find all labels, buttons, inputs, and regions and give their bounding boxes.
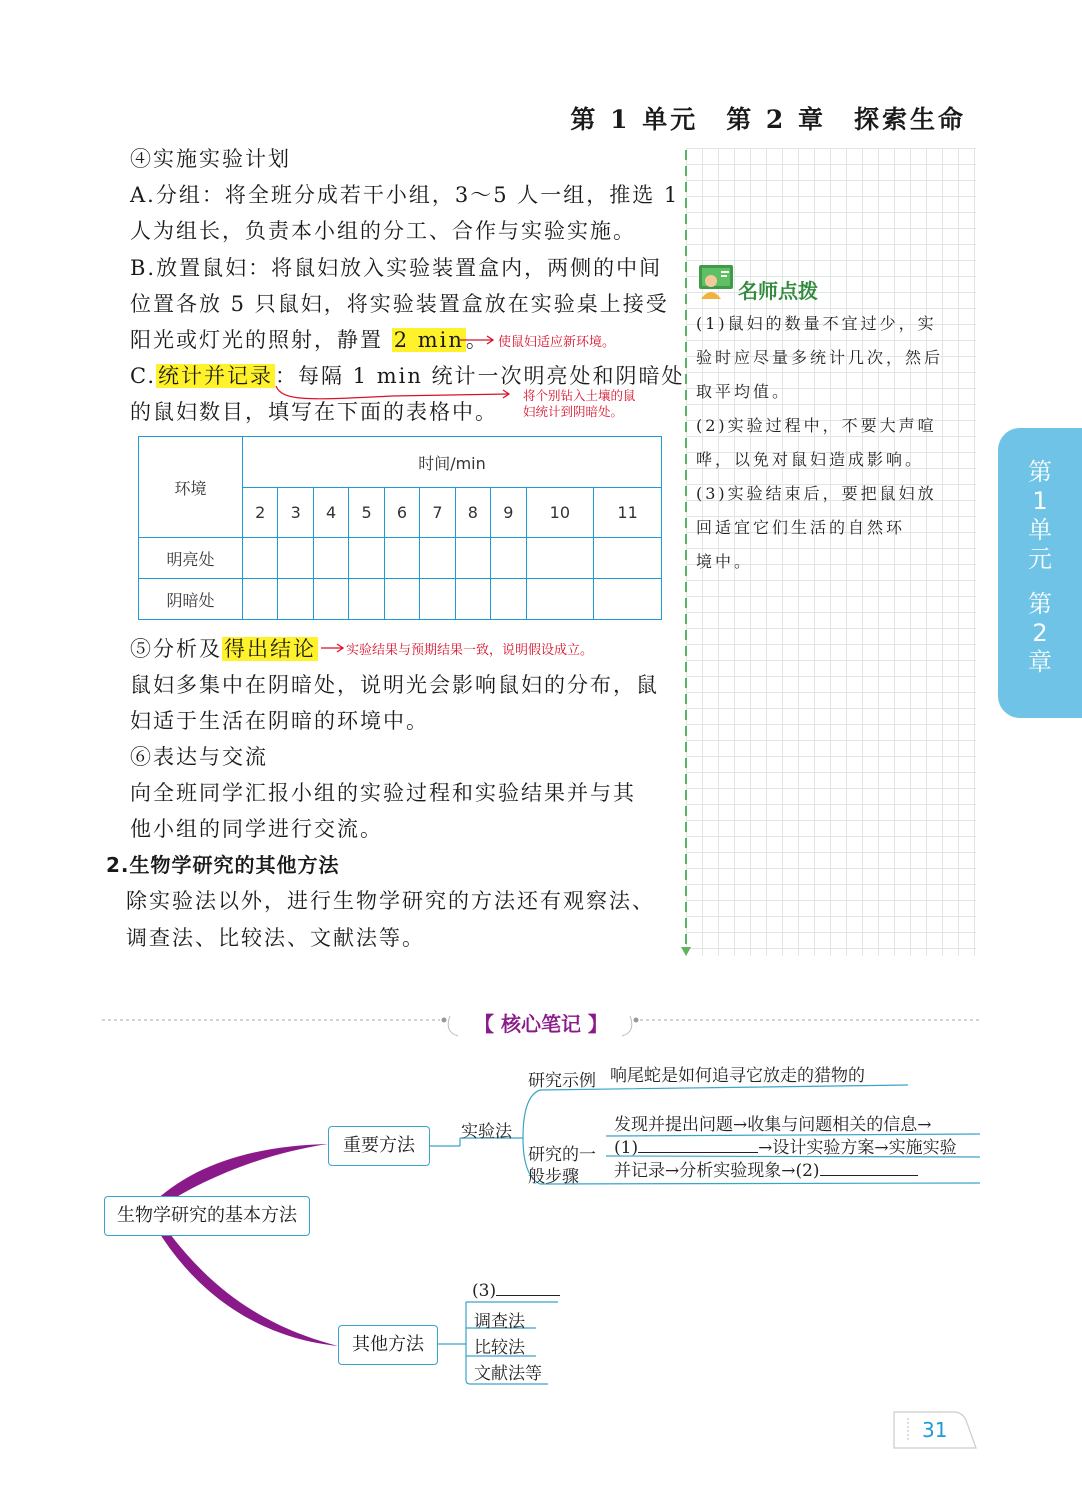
table-cell	[313, 579, 348, 620]
table-cell	[278, 538, 313, 579]
table-minute-cell: 7	[420, 488, 455, 538]
tip-line: 验时应尽量多统计几次，然后	[696, 348, 944, 367]
table-header-env: 环境	[139, 437, 243, 538]
table-minute-cell: 11	[594, 488, 662, 538]
highlight-conclusion: 得出结论	[224, 637, 316, 661]
table-cell	[420, 579, 455, 620]
table-cell	[278, 579, 313, 620]
table-cell	[384, 538, 419, 579]
answer-blank-3[interactable]	[496, 1281, 560, 1296]
tip-line: 回适宜它们生活的自然环	[696, 518, 906, 537]
blank-label: (3)	[472, 1281, 497, 1301]
mindmap-other-item: 文献法等	[474, 1364, 542, 1384]
annotation-note-2	[523, 388, 636, 420]
step-b-line3-text: 阳光或灯光的照射，静置	[130, 328, 392, 352]
side-tab-char: 元	[1028, 545, 1052, 573]
page-number: 31	[922, 1418, 948, 1442]
mindmap-other-methods: 其他方法	[338, 1325, 438, 1365]
mindmap-root: 生物学研究的基本方法	[104, 1196, 310, 1236]
side-tab-char: 第	[1028, 458, 1052, 486]
side-tab-gap	[998, 574, 1082, 590]
table-minute-cell: 6	[384, 488, 419, 538]
mindmap-example-label: 研究示例	[528, 1071, 596, 1091]
step6-line2: 他小组的同学进行交流。	[130, 817, 383, 841]
tip-line: (1)鼠妇的数量不宜过少，实	[696, 314, 937, 333]
experiment-table	[138, 436, 662, 620]
annotation-note-3: 实验结果与预期结果一致，说明假设成立。	[346, 643, 594, 658]
highlight-2min: 2 min	[393, 328, 464, 352]
teacher-icon	[697, 263, 737, 301]
section2-line2: 调查法、比较法、文献法等。	[126, 926, 425, 950]
table-cell	[491, 538, 526, 579]
step5-text: ⑤分析及	[130, 637, 222, 661]
side-tab-char: 2	[1032, 619, 1048, 647]
tip-line: (3)实验结束后，要把鼠妇放	[696, 484, 937, 503]
step5-line	[130, 634, 318, 664]
mindmap-important-methods: 重要方法	[328, 1126, 430, 1166]
side-tab-char: 章	[1028, 648, 1052, 676]
side-tab-char: 单	[1028, 516, 1052, 544]
table-cell	[594, 538, 662, 579]
table-cell	[243, 579, 278, 620]
step-a-line2: 人为组长，负责本小组的分工、合作与实验实施。	[130, 219, 636, 243]
step4-title: ④实施实验计划	[130, 147, 291, 171]
table-row-label: 明亮处	[139, 538, 243, 579]
tip-line: (2)实验过程中，不要大声喧	[696, 416, 937, 435]
answer-blank-1[interactable]	[638, 1138, 758, 1153]
annotation-note-2-line2: 妇统计到阴暗处。	[523, 404, 624, 419]
table-cell	[243, 538, 278, 579]
page-header: 第 1 单元 第 2 章 探索生命	[570, 105, 966, 134]
table-cell	[491, 579, 526, 620]
step6-title: ⑥表达与交流	[130, 745, 268, 769]
mindmap-steps-line1: 发现并提出问题→收集与问题相关的信息→	[614, 1115, 932, 1135]
section2-line1: 除实验法以外，进行生物学研究的方法还有观察法、	[126, 889, 655, 913]
blank-label: (1)	[614, 1138, 639, 1158]
mindmap-steps-label: 般步骤	[528, 1167, 579, 1187]
table-cell	[349, 579, 384, 620]
step-b-line2: 位置各放 5 只鼠妇，将实验装置盒放在实验桌上接受	[130, 292, 669, 316]
step-b-line3-end: 。	[465, 328, 489, 352]
table-cell	[420, 538, 455, 579]
table-minute-cell: 10	[526, 488, 594, 538]
table-cell	[594, 579, 662, 620]
mindmap-steps-line3	[614, 1156, 918, 1181]
mindmap-experiment: 实验法	[461, 1122, 512, 1142]
table-header-time: 时间/min	[243, 437, 662, 488]
step-a-line1: A.分组：将全班分成若干小组，3～5 人一组，推选 1	[130, 183, 680, 207]
table-cell	[455, 579, 490, 620]
table-cell	[313, 538, 348, 579]
notes-title: 【 核心笔记 】	[474, 1012, 608, 1036]
highlight-record: 统计并记录	[158, 364, 273, 388]
table-minute-cell: 4	[313, 488, 348, 538]
step-b-line1: B.放置鼠妇：将鼠妇放入实验装置盒内，两侧的中间	[130, 256, 663, 280]
mindmap-other-item: 比较法	[474, 1338, 525, 1358]
step-b-line3	[130, 325, 489, 355]
answer-blank-2[interactable]	[820, 1161, 918, 1176]
table-minute-cell: 8	[455, 488, 490, 538]
mindmap-steps-line2	[614, 1133, 957, 1158]
dashed-divider	[679, 148, 693, 960]
mindmap-steps-line3-text: 并记录→分析实验现象→(2)	[614, 1161, 820, 1181]
table-cell	[526, 579, 594, 620]
section2-title: 2.生物学研究的其他方法	[106, 853, 340, 877]
step-c-line1-text: ：每隔 1 min 统计一次明亮处和阴暗处	[275, 364, 685, 388]
annotation-note-2-line1: 将个别钻入土壤的鼠	[523, 388, 636, 403]
arrow-icon	[458, 333, 498, 347]
mindmap-steps-label: 研究的一	[528, 1145, 596, 1165]
tip-line: 境中。	[696, 552, 754, 571]
table-cell	[349, 538, 384, 579]
table-minute-cell: 3	[278, 488, 313, 538]
conclusion-line1: 鼠妇多集中在阴暗处，说明光会影响鼠妇的分布，鼠	[130, 673, 659, 697]
mindmap-other-item	[472, 1281, 560, 1301]
tip-line: 取平均值。	[696, 382, 792, 401]
conclusion-line2: 妇适于生活在阴暗的环境中。	[130, 709, 429, 733]
tip-line: 哗，以免对鼠妇造成影响。	[696, 450, 925, 469]
annotation-note: 使鼠妇适应新环境。	[498, 335, 616, 350]
chapter-side-tab[interactable]	[998, 428, 1082, 718]
table-row-label: 阴暗处	[139, 579, 243, 620]
arrow-icon	[320, 641, 346, 655]
mindmap-steps-line2-text: →设计实验方案→实施实验	[758, 1138, 957, 1158]
mindmap-other-item: 调查法	[474, 1312, 525, 1332]
table-cell	[526, 538, 594, 579]
table-minute-cell: 2	[243, 488, 278, 538]
step-c-prefix: C.	[130, 364, 156, 388]
table-minute-cell: 9	[491, 488, 526, 538]
table-minute-cell: 5	[349, 488, 384, 538]
step-c-line2: 的鼠妇数目，填写在下面的表格中。	[130, 400, 498, 424]
table-cell	[384, 579, 419, 620]
table-cell	[455, 538, 490, 579]
tips-title: 名师点拨	[738, 279, 818, 303]
step6-line1: 向全班同学汇报小组的实验过程和实验结果并与其	[130, 781, 636, 805]
side-tab-char: 第	[1028, 590, 1052, 618]
side-tab-char: 1	[1032, 487, 1048, 515]
mindmap-example-text: 响尾蛇是如何追寻它放走的猎物的	[610, 1066, 865, 1086]
